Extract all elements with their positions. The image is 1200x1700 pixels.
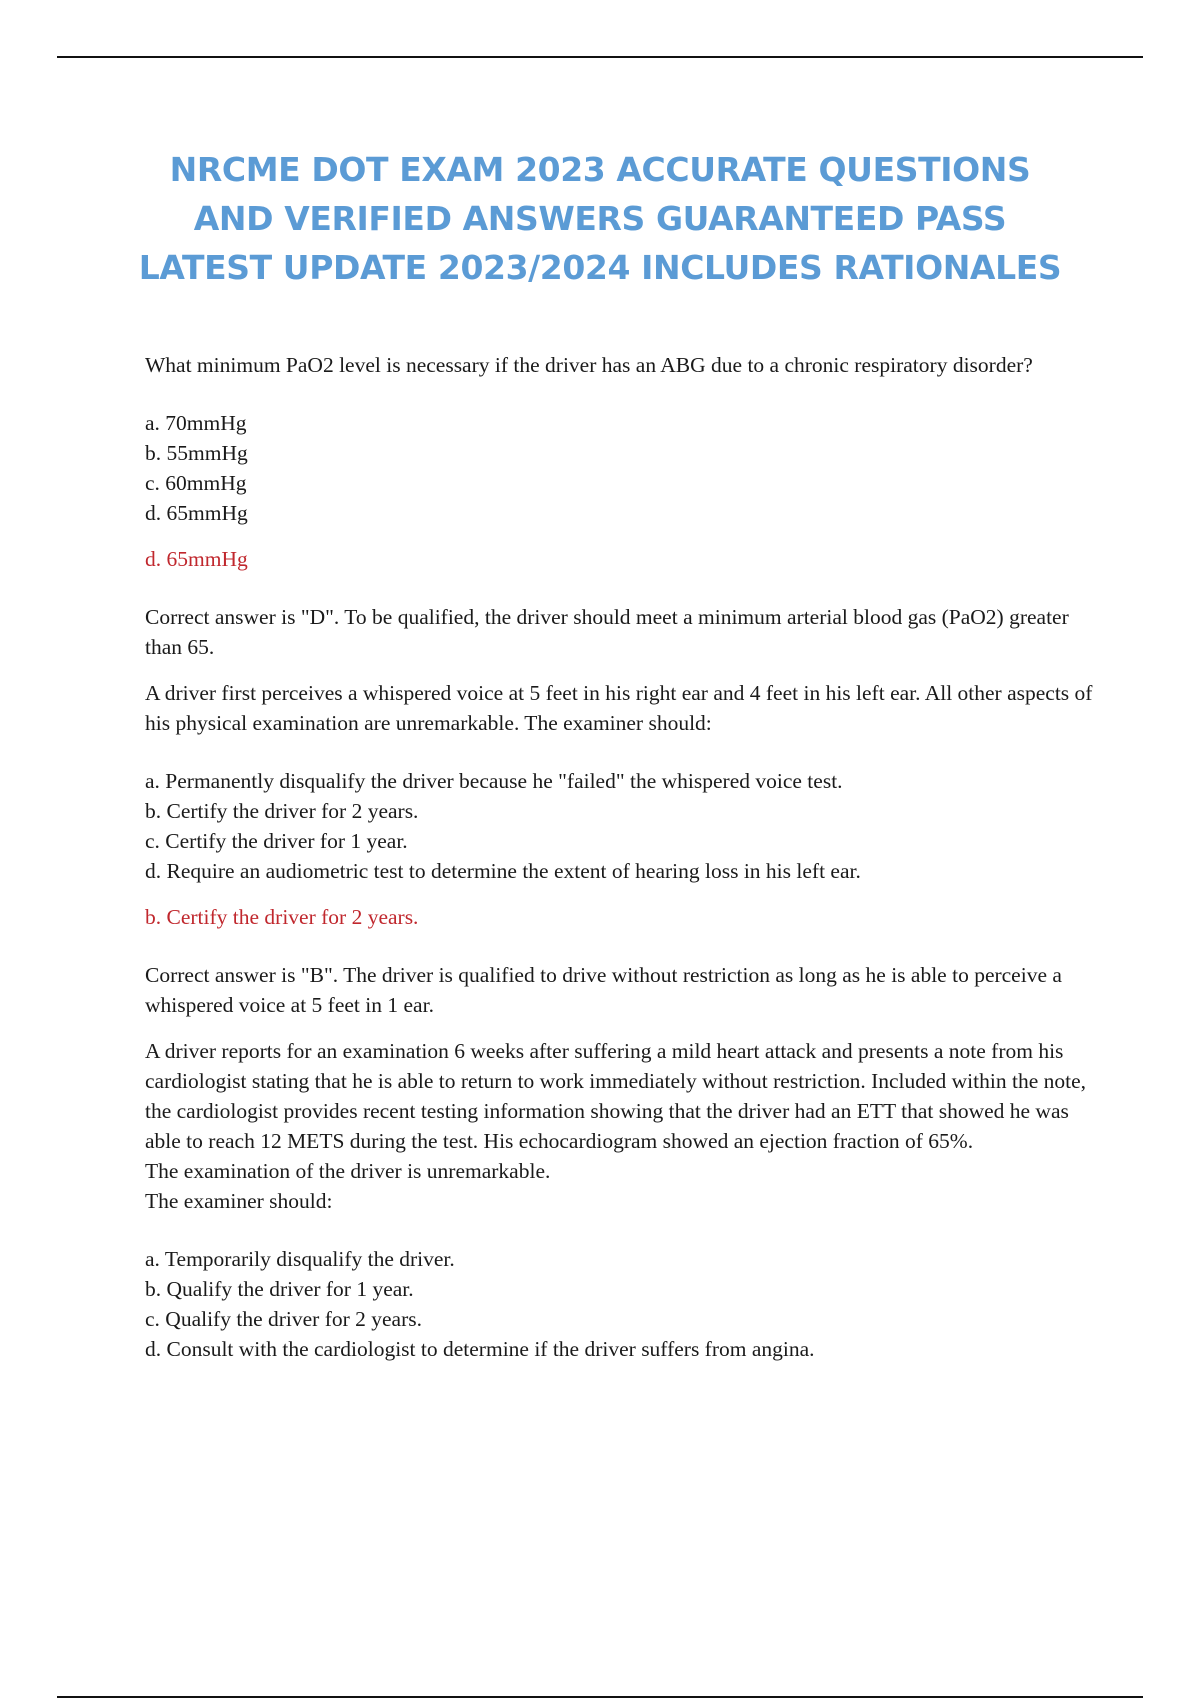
question-1-options [145, 408, 1095, 528]
title-line: AND VERIFIED ANSWERS GUARANTEED PASS [193, 199, 1007, 238]
title-line: NRCME DOT EXAM 2023 ACCURATE QUESTIONS [169, 150, 1031, 189]
question-1-rationale: Correct answer is "D". To be qualified, the driver should meet a minimum arterial blood gas (PaO2) greater than 65. [145, 605, 1069, 659]
option: b. 55mmHg [145, 441, 248, 465]
document-body [145, 350, 1095, 1364]
question-3-line: The examiner should: [145, 1189, 333, 1213]
question-2-text: A driver first perceives a whispered voice at 5 feet in his right ear and 4 feet in his left ear. All other aspects of his physical examination are unremarkable. The examiner should: [145, 681, 1093, 735]
option: a. Temporarily disqualify the driver. [145, 1247, 455, 1271]
question-3-line: A driver reports for an examination 6 weeks after suffering a mild heart attack and presents a note from his cardiologist stating that he is able to return to work immediately without restriction. Included within the note, the cardiologist provides recent testing information showing that the driver had an ETT that showed he was able to reach 12 METS during the test. His echocardiogram showed an ejection fraction of 65%. [145, 1039, 1087, 1153]
question-3-line: The examination of the driver is unremarkable. [145, 1159, 551, 1183]
title-line: LATEST UPDATE 2023/2024 INCLUDES RATIONALES [138, 248, 1062, 287]
option: b. Certify the driver for 2 years. [145, 799, 419, 823]
option: c. 60mmHg [145, 471, 247, 495]
question-1-answer: d. 65mmHg [145, 547, 248, 571]
option: a. Permanently disqualify the driver because he "failed" the whispered voice test. [145, 769, 843, 793]
question-2-answer: b. Certify the driver for 2 years. [145, 905, 419, 929]
question-2-rationale: Correct answer is "B". The driver is qualified to drive without restriction as long as he is able to perceive a whispered voice at 5 feet in 1 ear. [145, 963, 1062, 1017]
document-title [80, 145, 1120, 292]
question-3-options [145, 1244, 1095, 1364]
question-2-options [145, 766, 1095, 886]
bottom-rule [57, 1696, 1143, 1698]
option: d. Require an audiometric test to determine the extent of hearing loss in his left ear. [145, 859, 861, 883]
option: a. 70mmHg [145, 411, 247, 435]
option: c. Qualify the driver for 2 years. [145, 1307, 423, 1331]
option: d. 65mmHg [145, 501, 248, 525]
top-rule [57, 56, 1143, 58]
option: c. Certify the driver for 1 year. [145, 829, 408, 853]
question-3-text [145, 1036, 1095, 1216]
option: b. Qualify the driver for 1 year. [145, 1277, 414, 1301]
question-1-text: What minimum PaO2 level is necessary if the driver has an ABG due to a chronic respiratory disorder? [145, 353, 1033, 377]
option: d. Consult with the cardiologist to determine if the driver suffers from angina. [145, 1337, 815, 1361]
